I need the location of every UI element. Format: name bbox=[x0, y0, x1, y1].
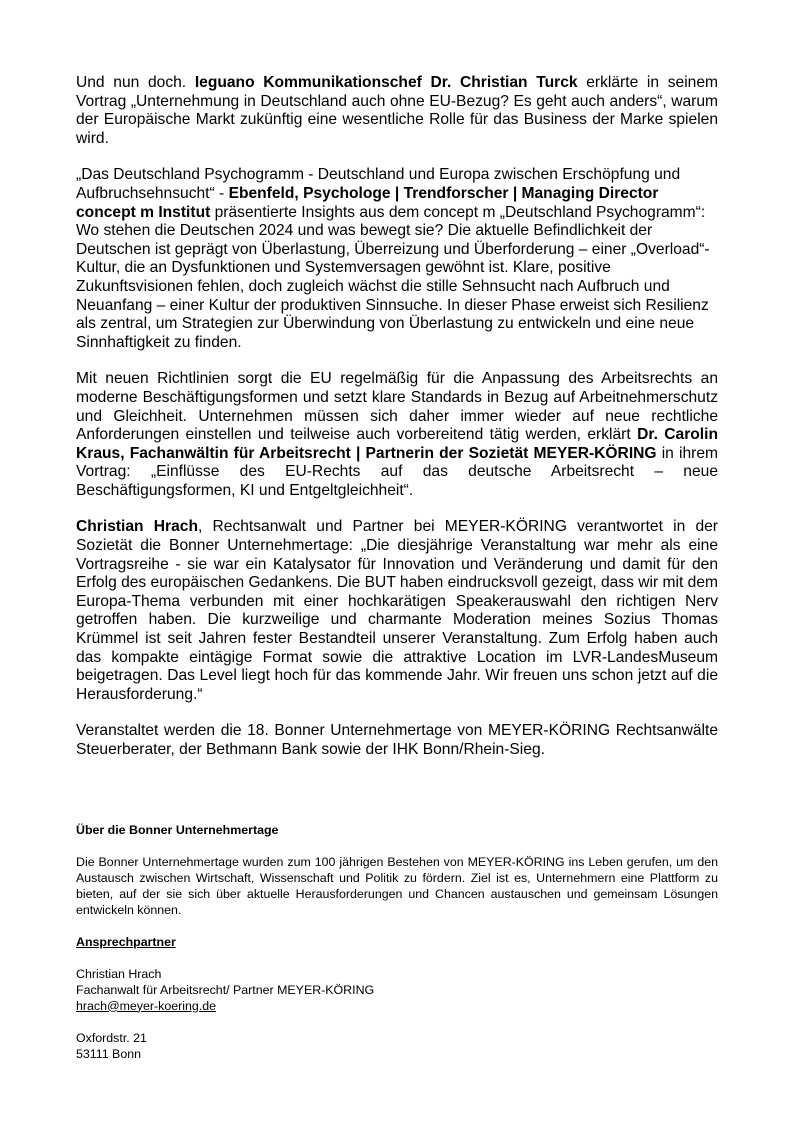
paragraph-kraus bbox=[76, 370, 718, 500]
address-city: 53111 Bonn bbox=[76, 1046, 141, 1061]
paragraph-turck bbox=[76, 74, 718, 148]
document-page bbox=[76, 74, 718, 1062]
paragraph-text: „Das Deutschland Psychogramm - Deutschland und Europa zwischen Erschöpfung und Aufbruchsehnsucht“ - bbox=[76, 166, 681, 202]
paragraph-text: Und nun doch. bbox=[76, 74, 195, 91]
contact-name: Christian Hrach bbox=[76, 966, 162, 981]
paragraph-organizers bbox=[76, 722, 718, 759]
address-street: Oxfordstr. 21 bbox=[76, 1030, 147, 1045]
paragraph-text: Veranstaltet werden die 18. Bonner Unternehmertage von MEYER-KÖRING Rechtsanwälte Steuerberater, der Bethmann Bank sowie der IHK Bonn/Rhein-Sieg. bbox=[76, 722, 718, 758]
paragraph-text: präsentierte Insights aus dem concept m „Deutschland Psychogramm“: Wo stehen die Deutschen 2024 und was bewegt sie? Die aktuelle Befindlichkeit der Deutschen ist geprägt von Überlastung, Überreizung und Überforderung – einer „Overload“-Kultur, die an Dysfunktionen und Systemversagen gewöhnt ist. Klare, positive Zukunftsvisionen fehlen, doch zugleich wächst die stille Sehnsucht nach Aufbruch und Neuanfang – einer Kultur der produktiven Sinnsuche. In dieser Phase erweist sich Resilienz als zentral, um Strategien zur Überwindung von Überlastung zu entwickeln und eine neue Sinnhaftigkeit zu finden. bbox=[76, 203, 710, 351]
contact-email-link[interactable]: hrach@meyer-koering.de bbox=[76, 998, 216, 1013]
paragraph-text: , Rechtsanwalt und Partner bei MEYER-KÖRING verantwortet in der Sozietät die Bonner Unternehmertage: „Die diesjährige Veranstaltung war mehr als eine Vortragsreihe - sie war ein Katalysator für Innovation und Veränderung und damit für den Erfolg des europäischen Gedankens. Die BUT haben eindrucksvoll gezeigt, dass wir mit dem Europa-Thema verbunden mit einer hochkarätigen Speakerauswahl den richtigen Nerv getroffen haben. Die kurzweilige und charmante Moderation meines Sozius Thomas Krümmel ist seit Jahren fester Bestandteil unserer Veranstaltung. Zum Erfolg haben auch das kompakte eintägige Format sowie die attraktive Location im LVR-LandesMuseum beigetragen. Das Level liegt hoch für das kommende Jahr. Wir freuen uns schon jetzt auf die Herausforderung.“ bbox=[76, 518, 718, 703]
address-block bbox=[76, 1030, 718, 1062]
paragraph-hrach bbox=[76, 518, 718, 704]
contact-email-line bbox=[76, 998, 718, 1014]
contact-block bbox=[76, 966, 718, 1014]
contact-heading: Ansprechpartner bbox=[76, 934, 176, 949]
paragraph-text: in ihrem Vortrag: „Einflüsse des EU-Rechts auf das deutsche Arbeitsrecht – neue Beschäftigungsformen, KI und Entgeltgleichheit“. bbox=[76, 444, 718, 499]
paragraph-text: Mit neuen Richtlinien sorgt die EU regelmäßig für die Anpassung des Arbeitsrechts an moderne Beschäftigungsformen und setzt klare Standards in Bezug auf Arbeitnehmerschutz und Gleichheit. Unternehmen müssen sich daher immer wieder auf neue rechtliche Anforderungen einstellen und teilweise auch vorbereitend tätig werden, erklärt bbox=[76, 370, 718, 444]
speaker-name: Christian Hrach bbox=[76, 518, 198, 536]
speaker-name: Dr. Carolin Kraus, Fachanwältin für Arbeitsrecht | Partnerin der Sozietät MEYER-KÖRING bbox=[76, 426, 718, 462]
section-spacer bbox=[76, 778, 718, 822]
paragraph-psychogramm bbox=[76, 166, 718, 352]
about-heading: Über die Bonner Unternehmertage bbox=[76, 822, 279, 837]
speaker-name: Ebenfeld, Psychologe | Trendforscher | Managing Director concept m Institut bbox=[76, 184, 659, 221]
paragraph-text: erklärte in seinem Vortrag „Unternehmung in Deutschland auch ohne EU-Bezug? Es geht auch anders“, warum der Europäische Markt zukünftig eine wesentliche Rolle für das Business der Marke spielen wird. bbox=[76, 74, 718, 147]
speaker-name: Ieguano Kommunikationschef Dr. Christian Turck bbox=[194, 74, 578, 91]
about-text: Die Bonner Unternehmertage wurden zum 100 jährigen Bestehen von MEYER-KÖRING ins Leben gerufen, um den Austausch zwischen Wirtschaft, Wissenschaft und Politik zu fördern. Ziel ist es, Unternehmern eine Plattform zu bieten, auf der sie sich über aktuelle Herausforderungen und Chancen austauschen und gemeinsam Lösungen entwickeln können. bbox=[76, 854, 718, 917]
contact-role: Fachanwalt für Arbeitsrecht/ Partner MEYER-KÖRING bbox=[76, 982, 375, 997]
